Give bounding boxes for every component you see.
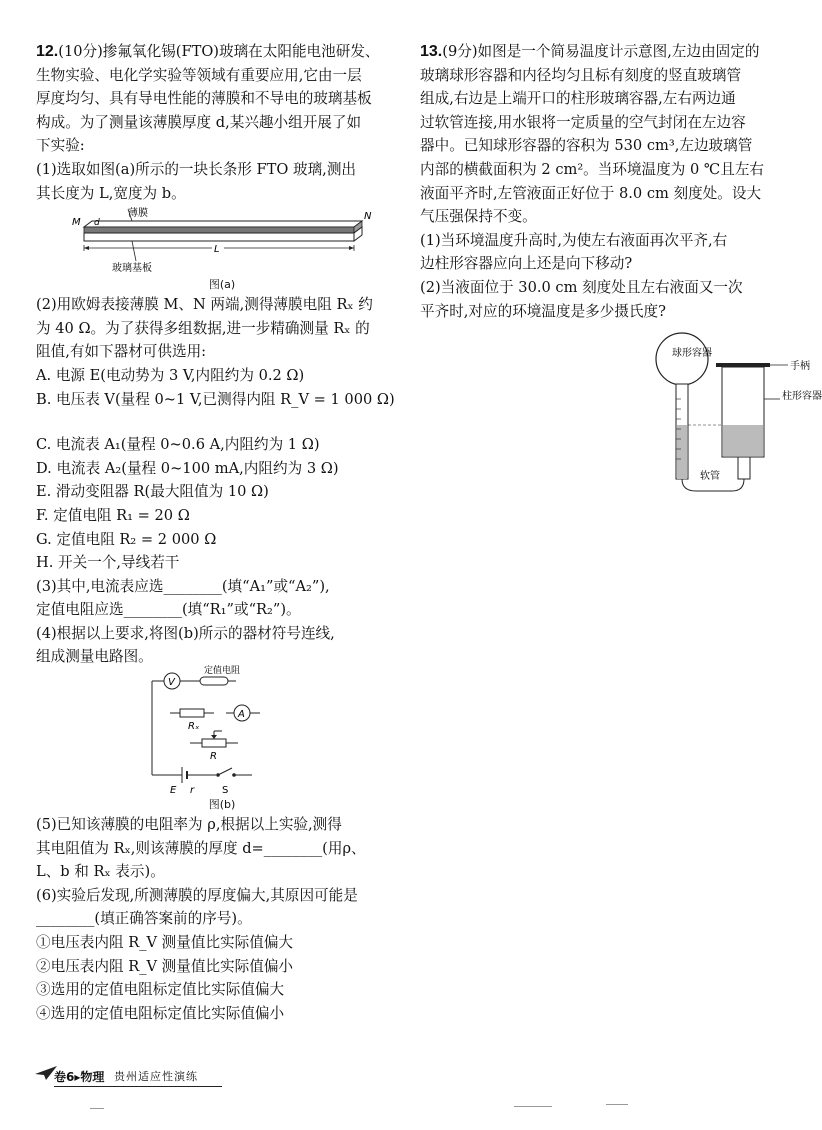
q13-line: (2)当液面位于 30.0 cm 刻度处且左右液面又一次 xyxy=(420,278,743,296)
label-Rx: Rₓ xyxy=(188,721,200,733)
q12-line: 厚度均匀、具有导电性能的薄膜和不导电的玻璃基板 xyxy=(36,90,372,108)
q12-line: H. 开关一个,导线若干 xyxy=(36,554,180,572)
scan-mark xyxy=(514,1106,552,1107)
q12-line: 生物实验、电化学实验等领域有重要应用,它由一层 xyxy=(36,66,362,84)
scan-mark xyxy=(606,1104,628,1105)
label-substrate: 玻璃基板 xyxy=(112,263,152,275)
q13-line: 液面平齐时,左管液面正好位于 8.0 cm 刻度处。设大 xyxy=(420,184,762,202)
figure-a-fto-glass xyxy=(72,205,372,277)
q13-line: 边柱形容器应向上还是向下移动? xyxy=(420,255,633,273)
q12-line: (1)选取如图(a)所示的一块长条形 FTO 玻璃,测出 xyxy=(36,160,357,178)
label-hose: 软管 xyxy=(700,471,720,483)
q12-line: E. 滑动变阻器 R(最大阻值为 10 Ω) xyxy=(36,483,269,501)
q12-line: C. 电流表 A₁(量程 0~0.6 A,内阻约为 1 Ω) xyxy=(36,436,320,454)
label-E: E xyxy=(170,785,177,797)
label-cylinder: 柱形容器 xyxy=(782,391,822,403)
q13-line: 内部的横截面积为 2 cm²。当环境温度为 0 ℃且左右 xyxy=(420,160,765,178)
label-d: d xyxy=(94,218,100,229)
footer-volume: 卷6▸物理 xyxy=(54,1070,105,1084)
footer-rule xyxy=(54,1086,222,1087)
q12-line: 构成。为了测量该薄膜厚度 d,某兴趣小组开展了如 xyxy=(36,113,362,131)
label-bulb: 球形容器 xyxy=(672,348,712,360)
figure-b-circuit xyxy=(152,666,292,797)
q12-line: L、b 和 Rₓ 表示)。 xyxy=(36,863,165,881)
q12-line: (5)已知该薄膜的电阻率为 ρ,根据以上实验,测得 xyxy=(36,816,342,834)
q12-line: 其电阻值为 Rₓ,则该薄膜的厚度 d=________(用ρ、 xyxy=(36,839,366,857)
q13-line: 过软管连接,用水银将一定质量的空气封闭在左边容 xyxy=(420,113,746,131)
label-S: S xyxy=(222,785,229,797)
q13-line: 玻璃球形容器和内径均匀且标有刻度的竖直玻璃管 xyxy=(420,66,742,84)
q13-line: 气压强保持不变。 xyxy=(420,208,537,226)
q13-number: 13. xyxy=(420,43,443,60)
label-handle: 手柄 xyxy=(790,361,810,373)
label-N: N xyxy=(364,211,372,223)
label-M: M xyxy=(72,217,81,229)
q12-line: (4)根据以上要求,将图(b)所示的器材符号连线, xyxy=(36,624,335,642)
q12-number: 12. xyxy=(36,43,59,60)
q12-option: ③选用的定值电阻标定值比实际值偏大 xyxy=(36,981,285,999)
q13-line: (1)当环境温度升高时,为使左右液面再次平齐,右 xyxy=(420,231,728,249)
q12-line: 其长度为 L,宽度为 b。 xyxy=(36,184,186,202)
q12-option: ④选用的定值电阻标定值比实际值偏小 xyxy=(36,1004,285,1022)
q12-option: ②电压表内阻 R_V 测量值比实际值偏小 xyxy=(36,957,294,975)
q12-line: 定值电阻应选________(填“R₁”或“R₂”)。 xyxy=(36,601,301,619)
figure-thermometer xyxy=(652,329,822,497)
q12-line: 下实验: xyxy=(36,137,85,155)
q12-line: F. 定值电阻 R₁ = 20 Ω xyxy=(36,506,190,524)
figure-b-caption: 图(b) xyxy=(208,798,236,812)
footer-subtitle: 贵州适应性演练 xyxy=(114,1070,198,1083)
q12-line: 组成测量电路图。 xyxy=(36,648,153,666)
scan-mark xyxy=(90,1108,104,1109)
q12-line: B. 电压表 V(量程 0~1 V,已测得内阻 R_V = 1 000 Ω) xyxy=(36,390,395,408)
label-fixed-resistor: 定值电阻 xyxy=(204,666,241,677)
q12-line-0: 12.(10分)掺氟氧化锡(FTO)玻璃在太阳能电池研发、 xyxy=(36,43,380,60)
footer xyxy=(34,1062,224,1090)
q12-line: G. 定值电阻 R₂ = 2 000 Ω xyxy=(36,530,217,548)
q12-line: (2)用欧姆表接薄膜 M、N 两端,测得薄膜电阻 Rₓ 约 xyxy=(36,296,373,314)
q12-line: (6)实验后发现,所测薄膜的厚度偏大,其原因可能是 xyxy=(36,886,358,904)
q13-line: 器中。已知球形容器的容积为 530 cm³,左边玻璃管 xyxy=(420,137,753,155)
q12-line: D. 电流表 A₂(量程 0~100 mA,内阻约为 3 Ω) xyxy=(36,459,339,477)
label-L: L xyxy=(214,244,220,256)
question-12 xyxy=(36,40,408,1025)
q12-line: 阻值,有如下器材可供选用: xyxy=(36,343,207,361)
meter-A: A xyxy=(238,709,245,721)
label-film: 薄膜 xyxy=(128,208,148,220)
meter-V: V xyxy=(168,677,175,689)
label-r: r xyxy=(190,785,195,797)
label-R: R xyxy=(210,751,217,763)
q13-line: 平齐时,对应的环境温度是多少摄氏度? xyxy=(420,302,666,320)
q12-line: 为 40 Ω。为了获得多组数据,进一步精确测量 Rₓ 的 xyxy=(36,319,370,337)
q12-option: ①电压表内阻 R_V 测量值比实际值偏大 xyxy=(36,934,294,952)
question-13 xyxy=(420,40,822,497)
q13-line-0: 13.(9分)如图是一个简易温度计示意图,左边由固定的 xyxy=(420,43,760,60)
figure-a-caption: 图(a) xyxy=(208,278,236,292)
q12-line: ________(填正确答案前的序号)。 xyxy=(36,910,252,928)
q12-line: (3)其中,电流表应选________(填“A₁”或“A₂”), xyxy=(36,577,330,595)
q13-line: 组成,右边是上端开口的柱形玻璃容器,左右两边通 xyxy=(420,90,736,108)
q12-line: A. 电源 E(电动势为 3 V,内阻约为 0.2 Ω) xyxy=(36,366,305,384)
